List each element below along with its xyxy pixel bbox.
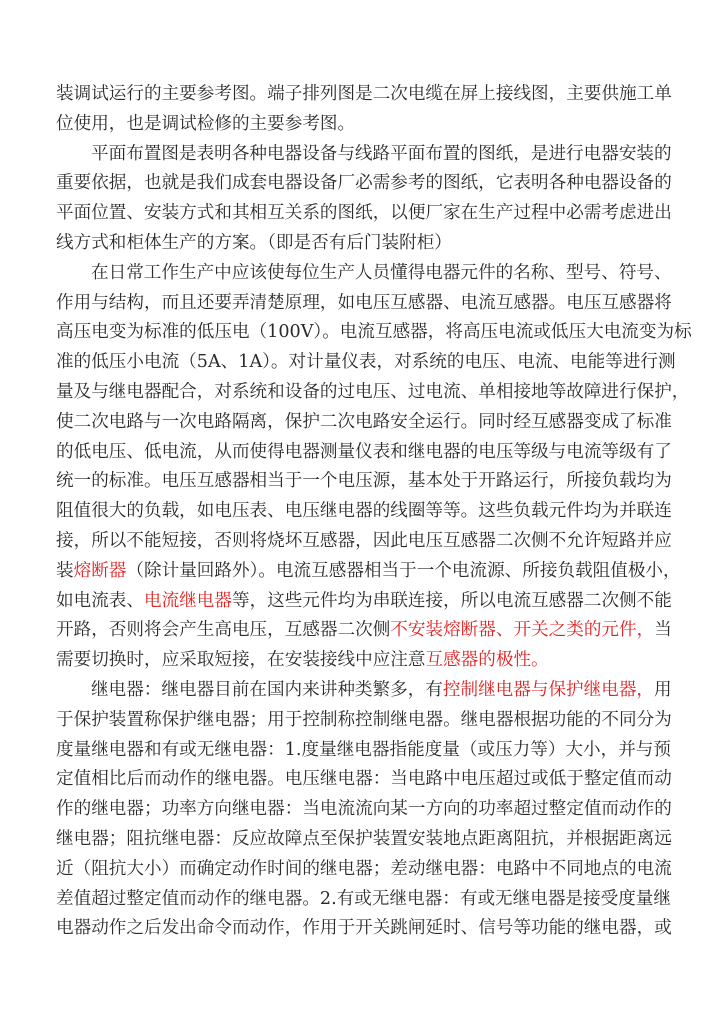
text-segment: 的低电压、低电流，从而使得电器测量仪表和继电器的电压等级与电流等级有了: [56, 441, 672, 462]
text-line: [56, 616, 672, 646]
text-segment: 阻值很大的负载，如电压表、电压继电器的线圈等等。这些负载元件均为并联连: [56, 501, 672, 522]
text-line: [56, 736, 671, 766]
text-segment: 位使用，也是调试检修的主要参考图。: [56, 113, 356, 134]
text-segment: 继电器；阻抗继电器：反应故障点至保护装置安装地点距离阻抗，并根据距离远: [56, 828, 672, 849]
text-line: [56, 855, 672, 885]
text-line: [56, 706, 672, 736]
text-line: [56, 348, 676, 378]
highlighted-text: 电流继电器: [143, 590, 232, 611]
text-segment: 开路，否则将会产生高电压，互感器二次侧: [56, 620, 391, 641]
text-segment: 定值相比后而动作的继电器。电压继电器：当电路中电压超过或低于整定值而动: [56, 769, 672, 790]
text-segment: 等，这些元件均为串联连接，所以电流互感器二次侧不能: [231, 590, 672, 611]
highlighted-text: 互感器的极性。: [425, 650, 549, 671]
text-line: [56, 527, 672, 557]
text-segment: 量及与继电器配合，对系统和设备的过电压、过电流、单相接地等故障进行保护，: [56, 381, 690, 402]
text-segment: 使二次电路与一次电路隔离，保护二次电路安全运行。同时经互感器变成了标准: [56, 411, 672, 432]
text-segment: 统一的标准。电压互感器相当于一个电压源，基本处于开路运行，所接负载均为: [56, 471, 672, 492]
text-segment: 平面位置、安装方式和其相互关系的图纸，以便厂家在生产过程中必需考虑进出: [56, 203, 672, 224]
text-line: [56, 318, 692, 348]
body-text: [56, 80, 692, 944]
text-line: [56, 199, 672, 229]
text-line: [56, 378, 690, 408]
text-segment: 作用与结构，而且还要弄清楚原理，如电压互感器、电流互感器。电压互感器将: [56, 292, 672, 313]
text-segment: 装调试运行的主要参考图。端子排列图是二次电缆在屏上接线图，主要供施工单: [56, 84, 672, 104]
text-line: [56, 259, 672, 289]
text-segment: 近（阻抗大小）而确定动作时间的继电器；差动继电器：电路中不同地点的电流: [56, 858, 672, 879]
text-segment: 度量继电器和有或无继电器：1.度量继电器指能度量（或压力等）大小，并与预: [56, 739, 671, 760]
text-line: [56, 497, 672, 527]
text-segment: 准的低压小电流（5A、1A）。对计量仪表，对系统的电压、电流、电能等进行测: [56, 352, 676, 373]
text-line: [56, 289, 672, 319]
text-line: [56, 587, 672, 617]
highlighted-text: 熔断器: [73, 560, 127, 581]
text-line: [56, 765, 672, 795]
text-line: [56, 80, 672, 110]
text-line: [56, 169, 672, 199]
text-line: [56, 795, 672, 825]
text-segment: 装: [56, 560, 74, 581]
text-line: [56, 914, 672, 944]
text-segment: 需要切换时，应采取短接，在安装接线中应注意: [56, 650, 426, 671]
text-segment: 高压电变为标准的低压电（100V）。电流互感器，将高压电流或低压大电流变为标: [56, 322, 692, 343]
text-line: [56, 467, 672, 497]
text-segment: 继电器：继电器目前在国内来讲种类繁多，有: [91, 679, 443, 700]
text-segment: 平面布置图是表明各种电器设备与线路平面布置的图纸，是进行电器安装的: [91, 143, 672, 164]
text-line: [56, 557, 681, 587]
highlighted-text: 控制继电器与保护继电器，: [442, 679, 655, 700]
text-line: [56, 825, 672, 855]
text-segment: 在日常工作生产中应该使每位生产人员懂得电器元件的名称、型号、符号、: [91, 262, 672, 283]
text-line: [56, 885, 671, 915]
text-segment: 线方式和柜体生产的方案。（即是否有后门装附柜）: [56, 232, 452, 253]
text-line: [56, 110, 668, 140]
text-segment: 于保护装置称保护继电器；用于控制称控制继电器。继电器根据功能的不同分为: [56, 709, 672, 730]
text-segment: 电器动作之后发出命令而动作，作用于开关跳闸延时、信号等功能的继电器，或: [56, 918, 672, 939]
text-line: [56, 229, 668, 259]
text-segment: 接，所以不能短接，否则将烧坏互感器，因此电压互感器二次侧不允许短路并应: [56, 530, 672, 551]
text-line: [56, 676, 672, 706]
text-line: [56, 140, 672, 170]
text-segment: 差值超过整定值而动作的继电器。2.有或无继电器：有或无继电器是接受度量继: [56, 888, 671, 909]
text-line: [56, 438, 672, 468]
highlighted-text: 不安装熔断器、开关之类的元件，: [390, 620, 655, 641]
text-segment: 当: [654, 620, 672, 641]
text-segment: 重要依据，也就是我们成套电器设备厂必需参考的图纸，它表明各种电器设备的: [56, 173, 672, 194]
text-line: [56, 646, 668, 676]
text-line: [56, 408, 672, 438]
text-segment: 如电流表、: [56, 590, 144, 611]
text-segment: （除计量回路外）。电流互感器相当于一个电流源、所接负载阻值极小，: [126, 560, 681, 581]
text-segment: 作的继电器；功率方向继电器：当电流流向某一方向的功率超过整定值而动作的: [56, 799, 672, 820]
text-segment: 用: [654, 679, 672, 700]
